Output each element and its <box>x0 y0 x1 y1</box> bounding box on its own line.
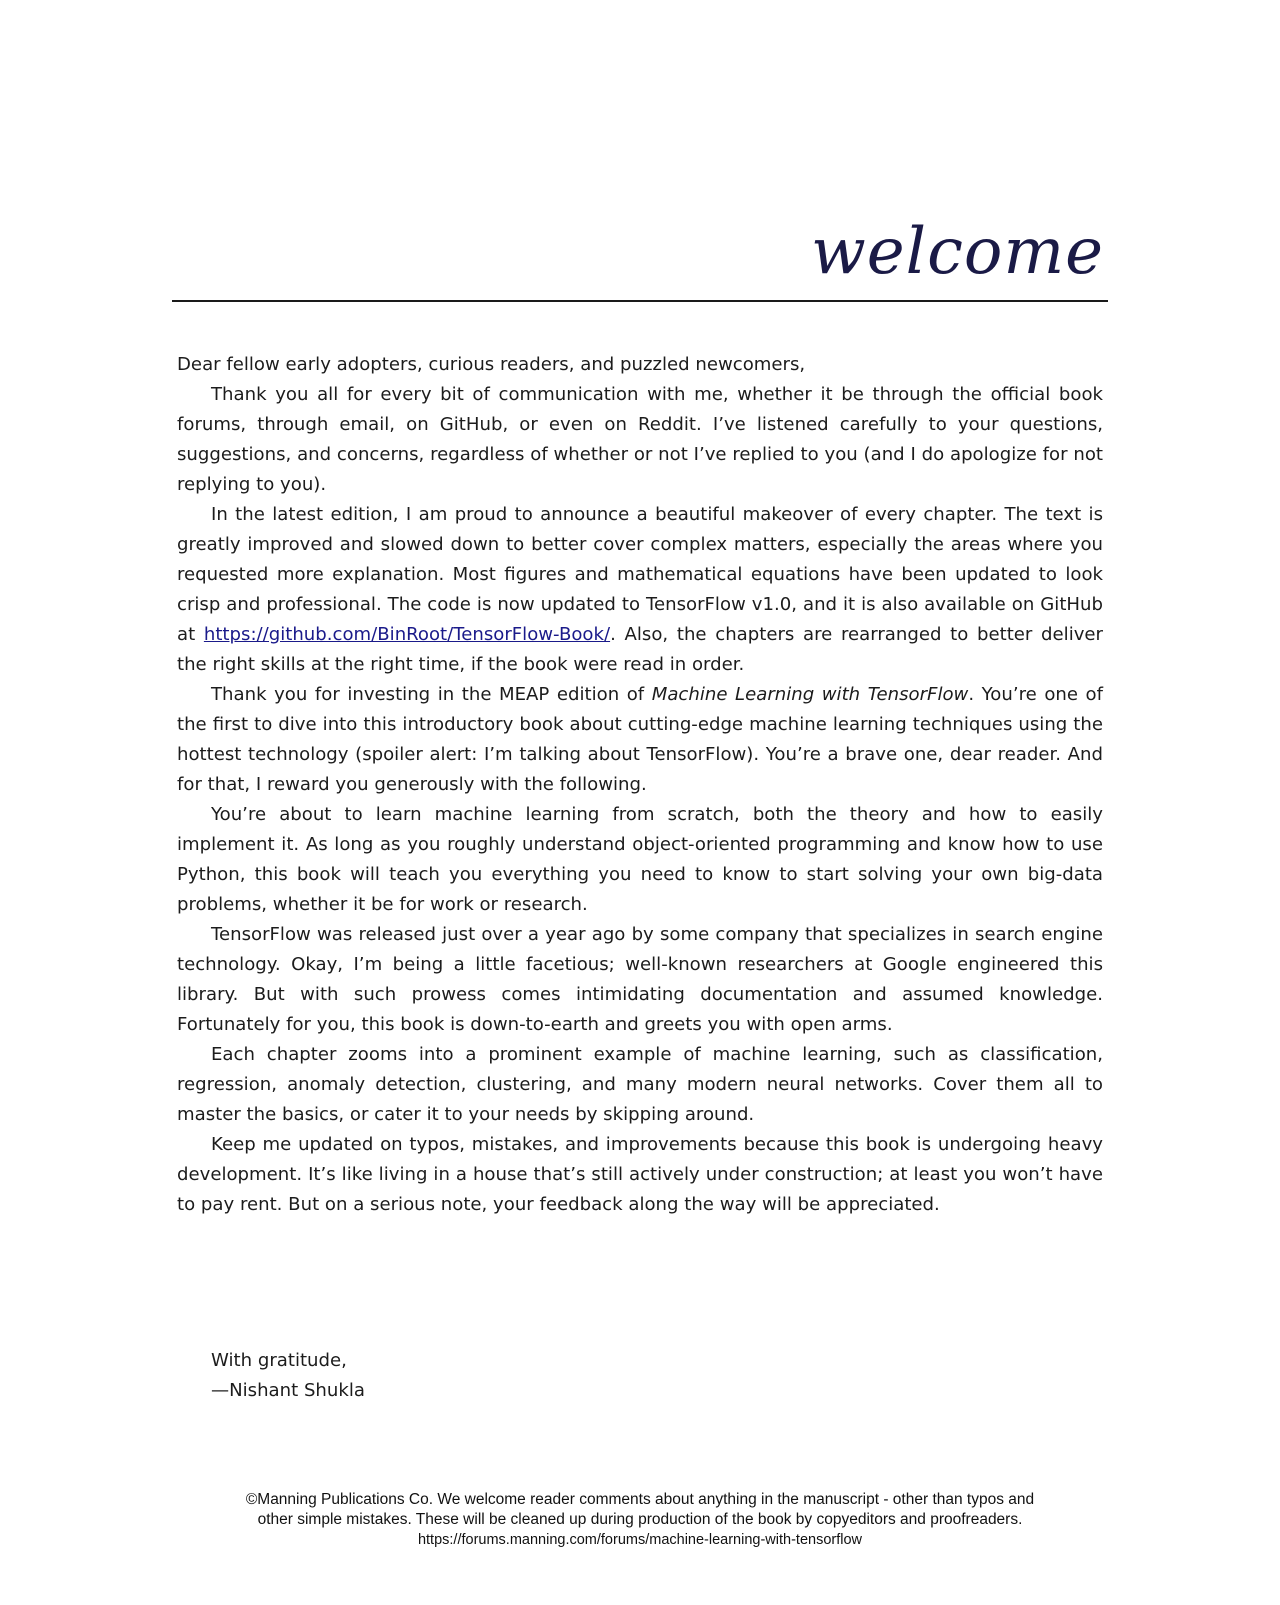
title-divider <box>172 300 1108 302</box>
paragraph-2-tail: . Also, the chapters are rearranged to better deliver the right skills at the right time, if the book were read in order. <box>177 624 1103 675</box>
copyright-footer <box>172 1490 1108 1550</box>
paragraph-2 <box>177 500 1103 680</box>
github-link[interactable]: https://github.com/BinRoot/TensorFlow-Book/ <box>203 624 611 645</box>
footer-forum-url: https://forums.manning.com/forums/machine-learning-with-tensorflow <box>417 1532 863 1548</box>
paragraph-1: Thank you all for every bit of communication with me, whether it be through the official book forums, through email, on GitHub, or even on Reddit. I’ve listened carefully to your questions, suggestions, and concerns, regardless of whether or not I’ve replied to you (and I do apologize for not replying to you). <box>177 384 1103 495</box>
paragraph-6: Each chapter zooms into a prominent example of machine learning, such as classification, regression, anomaly detection, clustering, and many modern neural networks. Cover them all to master the basics, or cater it to your needs by skipping around. <box>177 1044 1103 1125</box>
paragraph-4: You’re about to learn machine learning from scratch, both the theory and how to easily implement it. As long as you roughly understand object-oriented programming and know how to use Python, this book will teach you everything you need to know to start solving your own big-data problems, whether it be for work or research. <box>177 804 1103 915</box>
paragraph-3 <box>177 680 1103 800</box>
book-title: Machine Learning with TensorFlow <box>651 684 969 705</box>
salutation: Dear fellow early adopters, curious readers, and puzzled newcomers, <box>177 354 806 375</box>
paragraph-3-text: Thank you for investing in the MEAP edition of <box>211 684 652 705</box>
paragraph-2-text: In the latest edition, I am proud to announce a beautiful makeover of every chapter. The text is greatly improved and slowed down to better cover complex matters, especially the areas where you requested more explanation. Most figures and mathematical equations have been updated to look crisp and professional. The code is now updated to TensorFlow v1.0, and it is also available on GitHub at <box>177 504 1103 645</box>
footer-line-2: other simple mistakes. These will be cleaned up during production of the book by copyeditors and proofreaders. <box>257 1511 1023 1528</box>
signature: —Nishant Shukla <box>211 1380 365 1401</box>
page-title: welcome <box>810 215 1104 289</box>
letter-body <box>177 350 1103 1220</box>
paragraph-7: Keep me updated on typos, mistakes, and improvements because this book is undergoing heavy development. It’s like living in a house that’s still actively under construction; at least you won’t have to pay rent. But on a serious note, your feedback along the way will be appreciated. <box>177 1134 1103 1215</box>
paragraph-3-tail: . You’re one of the first to dive into this introductory book about cutting-edge machine learning techniques using the hottest technology (spoiler alert: I’m talking about TensorFlow). You’re a brave one, dear reader. And for that, I reward you generously with the following. <box>177 684 1103 795</box>
closing: With gratitude, <box>211 1350 347 1371</box>
paragraph-5: TensorFlow was released just over a year ago by some company that specializes in search engine technology. Okay, I’m being a little facetious; well-known researchers at Google engineered this library. But with such prowess comes intimidating documentation and assumed knowledge. Fortunately for you, this book is down-to-earth and greets you with open arms. <box>177 924 1103 1035</box>
footer-line-1: ©Manning Publications Co. We welcome reader comments about anything in the manuscript - other than typos and <box>245 1491 1035 1508</box>
signoff <box>211 1346 365 1406</box>
